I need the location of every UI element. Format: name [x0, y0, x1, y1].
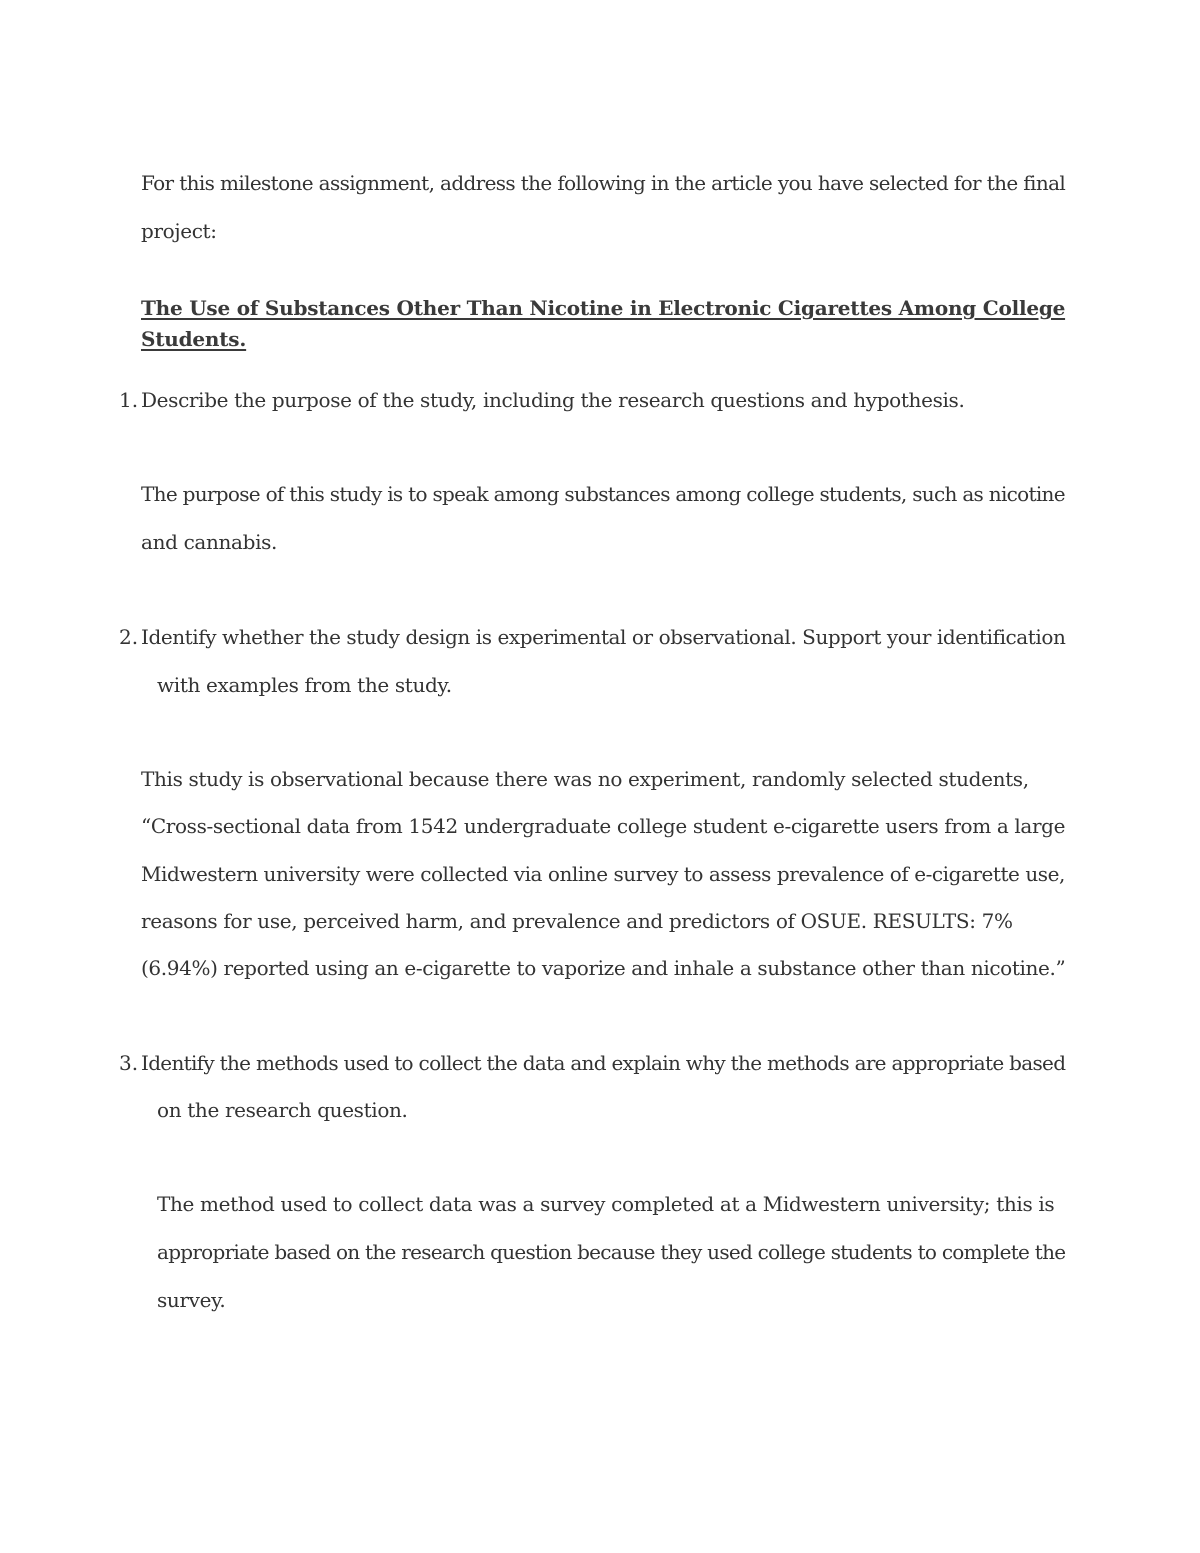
question-3-line-2: on the research question.: [157, 1098, 408, 1122]
question-2-line-2: with examples from the study.: [157, 673, 452, 697]
answer-3-line-3: survey.: [157, 1288, 226, 1312]
question-3-line-1: Identify the methods used to collect the data and explain why the methods are appropriate based: [141, 1051, 1066, 1075]
answer-2-line-3: Midwestern university were collected via online survey to assess prevalence of e-cigarette use,: [141, 862, 1065, 886]
answer-1-line-2: and cannabis.: [141, 530, 278, 554]
article-title-line-1: The Use of Substances Other Than Nicotine in Electronic Cigarettes Among College: [141, 296, 1066, 320]
answer-2-line-1: This study is observational because there was no experiment, randomly selected students,: [141, 767, 1029, 791]
list-number-1: 1.: [119, 388, 139, 412]
question-1-line-1: Describe the purpose of the study, including the research questions and hypothesis.: [141, 388, 965, 412]
question-2-line-1: Identify whether the study design is experimental or observational. Support your identification: [141, 625, 1066, 649]
answer-2-line-2: “Cross-sectional data from 1542 undergraduate college student e-cigarette users from a large: [141, 814, 1066, 838]
answer-1-line-1: The purpose of this study is to speak among substances among college students, such as nicotine: [141, 482, 1065, 506]
list-number-2: 2.: [119, 625, 139, 649]
answer-3-line-1: The method used to collect data was a survey completed at a Midwestern university; this is: [157, 1192, 1055, 1216]
answer-3-line-2: appropriate based on the research question because they used college students to complete the: [157, 1240, 1066, 1264]
intro-line-1: For this milestone assignment, address the following in the article you have selected for the final: [141, 171, 1066, 195]
intro-line-2: project:: [141, 219, 217, 243]
answer-2-line-4: reasons for use, perceived harm, and prevalence and predictors of OSUE. RESULTS: 7%: [141, 909, 1013, 933]
article-title-line-2: Students.: [141, 327, 247, 351]
list-number-3: 3.: [119, 1051, 139, 1075]
answer-2-line-5: (6.94%) reported using an e-cigarette to vaporize and inhale a substance other than nicotine.”: [141, 956, 1066, 980]
